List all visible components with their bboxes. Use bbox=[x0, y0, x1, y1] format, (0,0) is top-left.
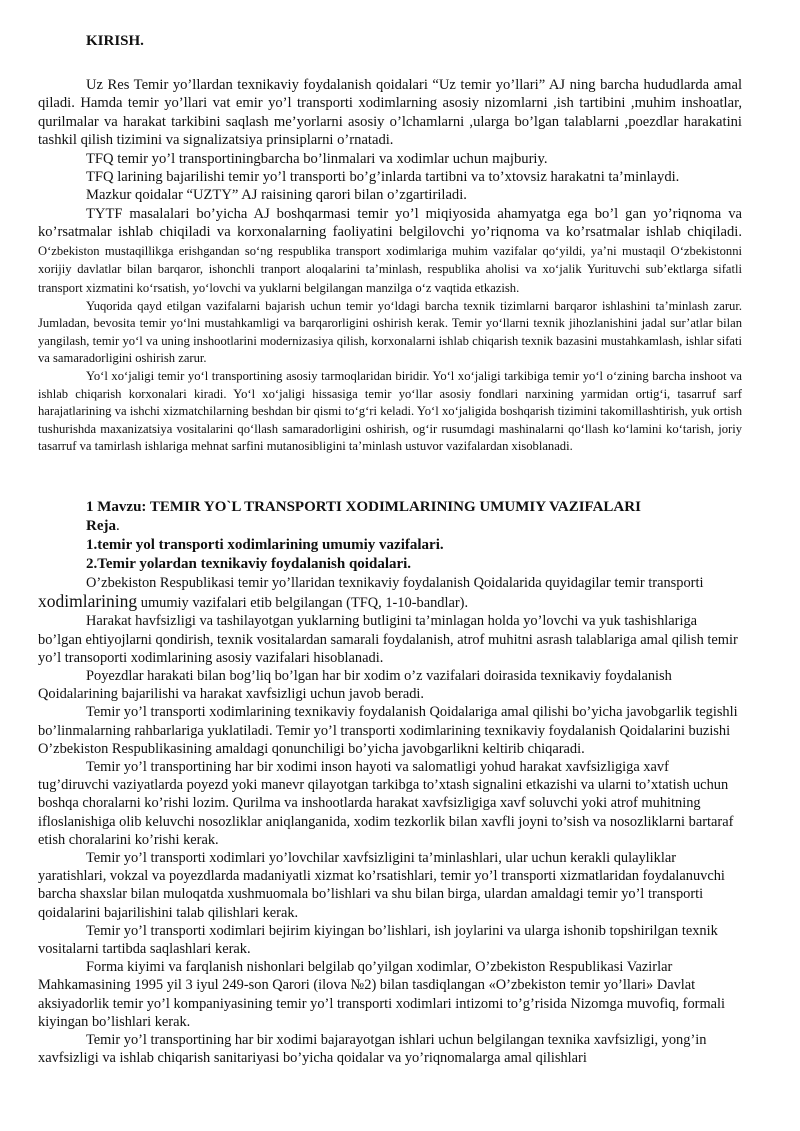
small-paragraph-1: Yuqorida qayd etilgan vazifalarni bajarish uchun temir yo‘ldagi barcha texnik tizimlarni barqaror ishlashini ta’minlash zarur. Jumladan, bevosita temir yo‘lni mustahkamligi va barqarorligini oshirish kerak. Temir yo‘llarni texnik jihozlanishini jadal sur’atlar bilan yangilash, temir yo‘l va uning inshootlarini modernizasiya qilish, korxonalarni ishlab chiqarish texnik bazasini mustahkamlash, ishlar sifati va samaradorligini oshirish zarur. bbox=[38, 298, 742, 366]
body-paragraph: Temir yo’l transporti xodimlari bejirim kiyingan bo’lishlari, ish joylarini va ularga ishonib topshirilgan texnik vositalarni tartibda saqlashlari kerak. bbox=[38, 922, 718, 958]
intro-paragraph-2: TFQ temir yo’l transportiningbarcha bo’linmalari va xodimlar uchun majburiy. bbox=[86, 150, 548, 167]
body-paragraph-intro bbox=[38, 574, 742, 612]
body-text-enlarged: xodimlarining bbox=[38, 591, 138, 612]
body-text: umumiy vazifalari etib belgilangan (TFQ, 1-10-bandlar). bbox=[137, 595, 469, 612]
body-paragraph: Poyezdlar harakati bilan bog’liq bo’lgan har bir xodim o’z vazifalari doirasida texnikaviy foydalanish Qoidalarining bajarilishi va harakat xavfsizligi uchun javob beradi. bbox=[38, 667, 672, 703]
document-page bbox=[38, 32, 742, 1067]
tytf-text-large: TYTF masalalari bo’yicha AJ boshqarmasi temir yo’l miqiyosida ahamyatga ega bo’l gan yo’riqnoma va ko’rsatmalar ishlab chiqiladi va korxonalarning faoliyatini belgilovchi yo’riqnoma va ko’rsatmalar ishlab chiqiladi. bbox=[38, 205, 742, 241]
body-text: O’zbekiston Respublikasi temir yo’llaridan texnikaviy foydalanish Qoidalarida quyidagilar temir transporti bbox=[86, 574, 704, 591]
plan-label-text: Reja bbox=[86, 517, 116, 534]
body-paragraph: Temir yo’l transporti xodimlari yo’lovchilar xavfsizligini ta’minlashlari, ular uchun kerakli qulayliklar yaratishlari, vokzal va poyezdlarda madaniyatli xizmat ko’rsatishlari, temir yo’l transporti xizmatlaridan foydalanuvchi barcha shaxslar bilan muloqatda xushmuomala bo’lishlari va shu bilan birga, ulardan amaldagi temir yo’l transporti qoidalarini bajarilishini talab qilishlari kerak. bbox=[38, 850, 725, 921]
spacer bbox=[38, 50, 742, 76]
body-paragraph: Forma kiyimi va farqlanish nishonlari belgilab qo’yilgan xodimlar, O’zbekiston Respublikasi Vazirlar Mahkamasining 1995 yil 3 iyul 249-son Qarori (ilova №2) bilan tasdiqlangan «O’zbekiston temir yo’llari» Davlat aksiyadorlik temir yo’l kompaniyasining temir yo’l transporti xodimlari intizomi to’g’risida Nizomga muvofiq, formali kiyingan bo’lishlari kerak. bbox=[38, 959, 726, 1030]
small-paragraph-2: Yo‘l xo‘jaligi temir yo‘l transportining asosiy tarmoqlaridan biridir. Yo‘l xo‘jaligi tarkibiga temir yo‘l o‘zining barcha inshoot va ishlab chiqarish korxonalari kiradi. Yo‘l xo‘jaligi hissasiga temir yo‘llar asosiy fondlari narxining yarmidan ortig‘i, tasarruf sarf harajatlarining va ishchi xizmatchilarning beshdan bir qismi to‘g‘ri keladi. Yo‘l xo‘jaligida boshqarish tizimini takomillashtirish, yuk ortish tushurishda maxanizatsiya vositalarini qo‘llash samaradorligini oshirish, og‘ir rusumdagi mashinalarni qo‘llash ko‘lamini ko‘tarish, joriy tasarruf va tamirlash ishlariga mehnat sarfini mutanosibligini ta’minlash ustuvor vazifalardan xisoblanadi. bbox=[38, 369, 742, 454]
body-paragraph: Harakat havfsizligi va tashilayotgan yuklarning butligini ta’minlagan holda yo’lovchi va yuk tashishlariga bo’lgan ehtiyojlarni qondirish, texnik vositalardan samarali foydalanish, atrof muhitni asrash talablariga amal qilish temir yo’l transoporti xodimlarining asosiy vazifalari hisoblanadi. bbox=[38, 613, 738, 666]
spacer bbox=[38, 456, 742, 498]
intro-paragraph-1: Uz Res Temir yo’llardan texnikaviy foydalanish qoidalari “Uz temir yo’llari” AJ ning barcha hududlarda amal qiladi. Hamda temir yo’llari vat emir yo’l transporti xodimlarning asosiy nizomlarni ,ish tartibini ,muhim inshoatlar, qurilmalar va harakat tarkibini saqlash me’yorlarni asosiy o’lchamlarni ,ularga bo’lgan talablarni ,poezdlar harakatini tashkil qilish tizimini va signalizatsiya prinsiplarni o’rnatadi. bbox=[38, 77, 742, 149]
plan-item-1: 1.temir yol transporti xodimlarining umumiy vazifalari. bbox=[86, 536, 444, 553]
tytf-paragraph bbox=[38, 205, 742, 298]
body-paragraph: Temir yo’l transportining har bir xodimi bajarayotgan ishlari uchun belgilangan texnika xavfsizligi, yong’in xavfsizligi va ishlab chiqarish sanitariyasi bo’yicha qoidalar va yo’riqnomalarga amal qilishlari bbox=[38, 1032, 707, 1067]
body-paragraph: Temir yo’l transporti xodimlarining texnikaviy foydalanish Qoidalariga amal qilishi bo’yicha javobgarlik tegishli bo’linmalarning rahbarlariga yuklatiladi. Temir yo’l transporti xodimlarining texnikaviy foydalanish Qoidalarini buzishi O’zbekiston Respublikasining amaldagi qonunchiligi bo’yicha javobgarlikni keltirib chiqaradi. bbox=[38, 704, 738, 757]
plan-label bbox=[86, 517, 742, 536]
plan-label-dot: . bbox=[116, 517, 120, 534]
intro-paragraph-4: Mazkur qoidalar “UZTY” AJ raisining qarori bilan o’zgartiriladi. bbox=[86, 187, 467, 204]
tytf-text-small: O‘zbekiston mustaqillikga erishgandan so‘ng respublika transport xodimlariga muhim vazifalar qo‘yildi, ya’ni mustaqil O‘zbekistonni xorijiy davlatlar bilan barqaror, ishonchli tranport aloqalarini ta’minlash, respublika aholisi va xo‘jalik Yurituvchi sub’ektlarga sifatli transport xizmatini ko‘rsatish, yo‘lovchi va yuklarni belgilangan manzilga o‘z vaqtida etkazish. bbox=[38, 243, 742, 296]
plan-item-2: 2.Temir yolardan texnikaviy foydalanish qoidalari. bbox=[86, 555, 412, 572]
document-title: KIRISH. bbox=[86, 33, 144, 49]
body-paragraph: Temir yo’l transportining har bir xodimi inson hayoti va salomatligi yohud harakat xavfsizligiga xavf tug’diruvchi vaziyatlarda poyezd yoki manevr qilayotgan tarkibga to’xtash signalini etkazishi va ularni to’xtatish uchun boshqa choralarni ko’rishi lozim. Qurilma va inshootlarda harakat xavfsizligiga xavf soluvchi yoki atrof muhitning ifloslanishiga olib keluvchi nosozliklar aniqlanganida, xodim tezkorlik bilan xavfli joyni to’sish va nosozliklarni bartaraf etish choralarini ko’rishi kerak. bbox=[38, 759, 734, 848]
intro-paragraph-3: TFQ larining bajarilishi temir yo’l transporti bo’g’inlarda tartibni va to’xtovsiz harakatni ta’minlaydi. bbox=[86, 169, 680, 186]
topic-heading: 1 Mavzu: TEMIR YO`L TRANSPORTI XODIMLARINING UMUMIY VAZIFALARI bbox=[86, 498, 641, 515]
